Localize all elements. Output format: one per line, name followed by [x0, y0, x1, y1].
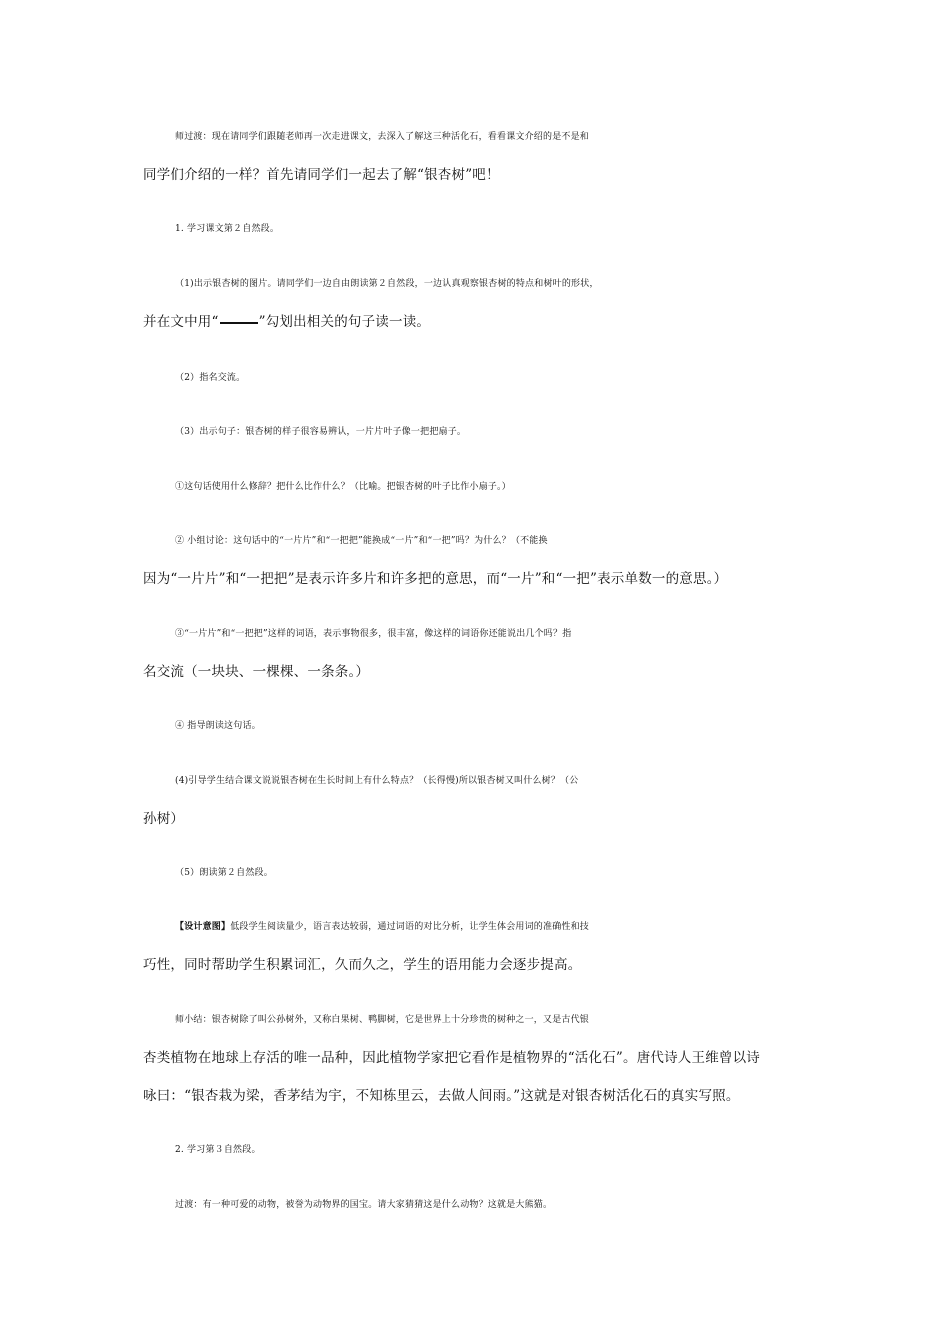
step3: （3）出示句子：银杏树的样子很容易辨认，一片片叶子像一把把扇子。: [175, 427, 467, 437]
summary-line1: 师小结：银杏树除了叫公孙树外，又称白果树、鸭脚树，它是世界上十分珍贵的树种之一，又是古代银: [175, 1015, 590, 1025]
step1-line1: （1)出示银杏树的图片。请同学们一边自由朗读第２自然段，一边认真观察银杏树的特点和树叶的形状，: [175, 279, 599, 289]
design-intent-label: 【设计意图】: [175, 922, 231, 932]
transition2: 过渡：有一种可爱的动物，被誉为动物界的国宝。请大家猜猜这是什么动物？这就是大熊猫。: [175, 1200, 553, 1210]
step1-line2-suffix: ”勾划出相关的句子读一读。: [258, 314, 431, 330]
design-intent-line2: 巧性，同时帮助学生积累词汇，久而久之，学生的语用能力会逐步提高。: [143, 957, 582, 973]
design-intent-line1-text: 低段学生阅读量少，语言表达较弱，通过词语的对比分析，让学生体会用词的准确性和技: [230, 922, 590, 932]
question2-line1: ② 小组讨论：这句话中的“一片片”和“一把把”能换成“一片”和“一把”吗？为什么？（不能换: [175, 536, 548, 546]
question1: ①这句话使用什么修辞？把什么比作什么？（比喻。把银杏树的叶子比作小扇子。）: [175, 482, 511, 492]
step2: （2）指名交流。: [175, 373, 246, 383]
transition-intro-line2: 同学们介绍的一样？首先请同学们一起去了解“银杏树”吧！: [143, 167, 500, 183]
question4: ④ 指导朗读这句话。: [175, 721, 261, 731]
step1-line2-prefix: 并在文中用“: [143, 314, 219, 330]
design-intent-line1: [175, 917, 845, 937]
question3-line1: ③“一片片”和“一把把”这样的词语，表示事物很多，很丰富，像这样的词语你还能说出几个吗？指: [175, 629, 572, 639]
step1-line2: [143, 312, 813, 332]
step5: （5）朗读第２自然段。: [175, 868, 273, 878]
question2-line2: 因为“一片片”和“一把把”是表示许多片和许多把的意思，而“一片”和“一把”表示单数一的意思。）: [143, 571, 728, 587]
section2-heading: 2. 学习第３自然段。: [175, 1145, 261, 1155]
step4-line1: (4)引导学生结合课文说说银杏树在生长时间上有什么特点？（长得慢)所以银杏树又叫什么树？（公: [175, 776, 579, 786]
transition-intro-line1: 师过渡：现在请同学们跟随老师再一次走进课文，去深入了解这三种活化石，看看课文介绍的是不是和: [175, 132, 590, 142]
section1-heading: 1. 学习课文第２自然段。: [175, 224, 280, 234]
step4-line2: 孙树）: [143, 811, 185, 827]
question3-line2: 名交流（一块块、一棵棵、一条条。）: [143, 664, 370, 680]
summary-line2: 杏类植物在地球上存活的唯一品种，因此植物学家把它看作是植物界的“活化石”。唐代诗人王维曾以诗: [143, 1050, 761, 1066]
summary-line3: 咏曰：“银杏栽为梁，香茅结为宇，不知栋里云，去做人间雨。”这就是对银杏树活化石的真实写照。: [143, 1088, 740, 1104]
underline-mark-icon: [220, 322, 258, 324]
